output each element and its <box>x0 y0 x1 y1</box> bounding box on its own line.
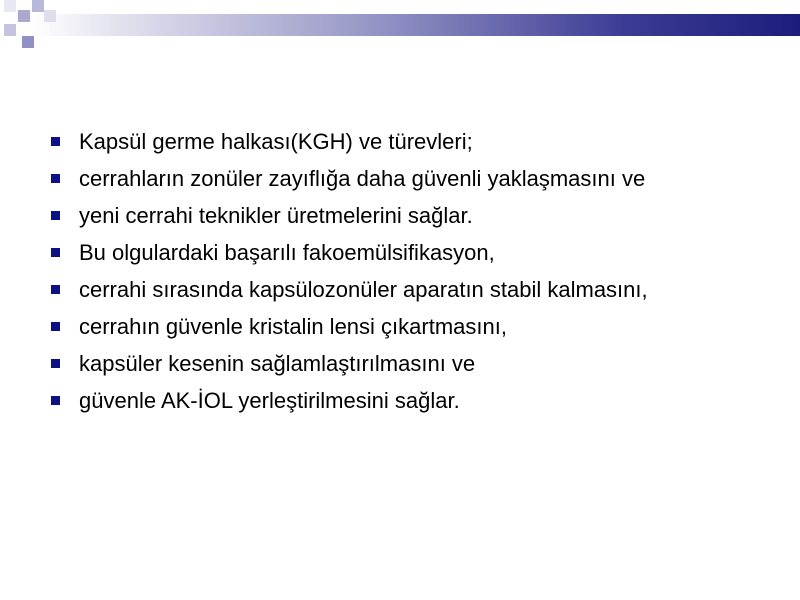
square-bullet-icon <box>51 137 60 146</box>
decor-square <box>32 0 44 12</box>
bullet-item <box>50 128 750 155</box>
bullet-list <box>50 128 750 414</box>
bullet-text: cerrahın güvenle kristalin lensi çıkartmasını, <box>79 314 507 339</box>
decor-square <box>44 10 56 22</box>
bullet-text: yeni cerrahi teknikler üretmelerini sağlar. <box>79 203 473 228</box>
bullet-item <box>50 202 750 229</box>
bullet-item <box>50 387 750 414</box>
square-bullet-icon <box>51 211 60 220</box>
bullet-item <box>50 313 750 340</box>
bullet-text: cerrahi sırasında kapsülozonüler aparatın stabil kalmasını, <box>79 277 648 302</box>
bullet-text: kapsüler kesenin sağlamlaştırılmasını ve <box>79 351 476 376</box>
header-gradient-band <box>0 14 800 36</box>
square-bullet-icon <box>51 174 60 183</box>
bullet-item <box>50 239 750 266</box>
square-bullet-icon <box>51 359 60 368</box>
decor-square <box>4 0 16 12</box>
bullet-text: cerrahların zonüler zayıflığa daha güvenli yaklaşmasını ve <box>79 166 646 191</box>
bullet-item <box>50 350 750 377</box>
decor-square <box>22 36 34 48</box>
square-bullet-icon <box>51 322 60 331</box>
square-bullet-icon <box>51 285 60 294</box>
bullet-item <box>50 165 750 192</box>
decor-square <box>18 10 30 22</box>
slide-content <box>50 128 750 424</box>
square-bullet-icon <box>51 396 60 405</box>
bullet-text: Bu olgulardaki başarılı fakoemülsifikasyon, <box>79 240 495 265</box>
decor-square <box>4 24 16 36</box>
square-bullet-icon <box>51 248 60 257</box>
bullet-item <box>50 276 750 303</box>
bullet-text: Kapsül germe halkası(KGH) ve türevleri; <box>79 129 473 154</box>
bullet-text: güvenle AK-İOL yerleştirilmesini sağlar. <box>79 388 460 413</box>
